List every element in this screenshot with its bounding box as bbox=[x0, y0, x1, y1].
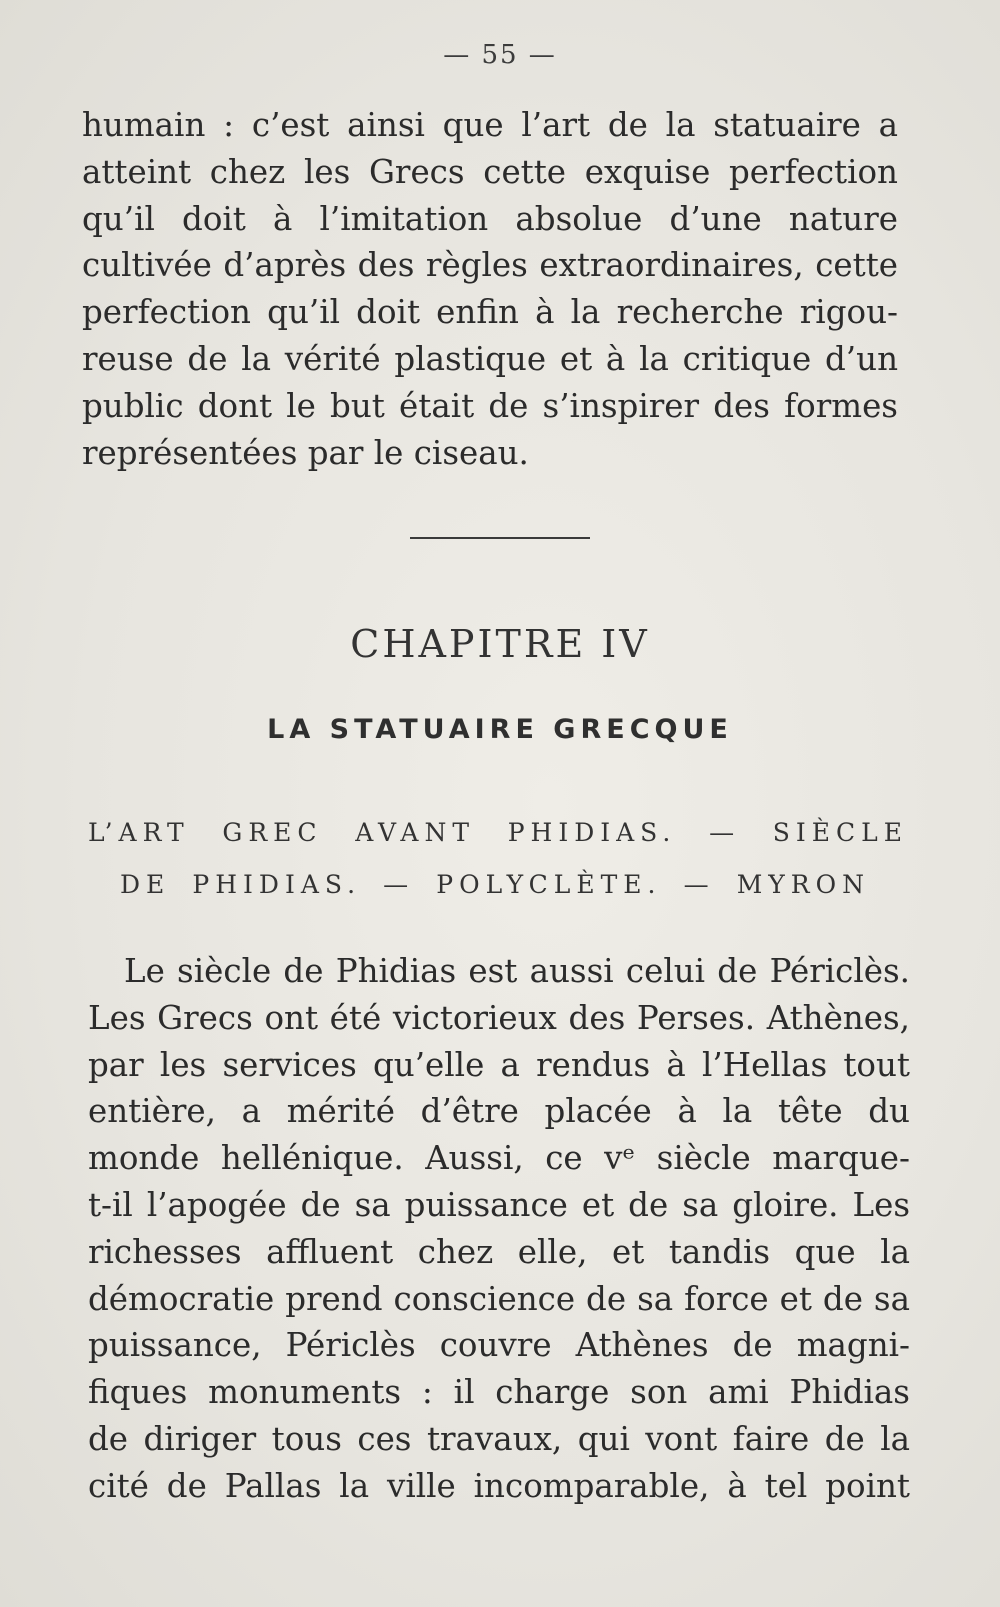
text-line: public dont le but était de s’inspirer des formes bbox=[82, 386, 898, 425]
text-line: Le siècle de Phidias est aussi celui de Périclès. bbox=[124, 952, 910, 990]
text-line: perfection qu’il doit enfin à la recherche rigou- bbox=[82, 293, 898, 332]
text-line: monde hellénique. Aussi, ce vᵉ siècle marque- bbox=[88, 1139, 910, 1178]
chapter-summary-line: DE PHIDIAS. — POLYCLÈTE. — MYRON bbox=[120, 870, 870, 899]
text-line: cité de Pallas la ville incomparable, à tel point bbox=[88, 1466, 910, 1505]
text-line: qu’il doit à l’imitation absolue d’une nature bbox=[82, 199, 898, 238]
text-line: fiques monuments : il charge son ami Phidias bbox=[88, 1373, 910, 1412]
chapter-title: LA STATUAIRE GRECQUE bbox=[267, 714, 733, 745]
text-line: reuse de la vérité plastique et à la critique d’un bbox=[82, 339, 898, 378]
page-number: — 55 — bbox=[443, 40, 557, 70]
text-line: puissance, Périclès couvre Athènes de magni- bbox=[88, 1326, 910, 1365]
paragraph-body bbox=[88, 948, 910, 1510]
text-line: t-il l’apogée de sa puissance et de sa gloire. Les bbox=[88, 1185, 910, 1224]
text-line: entière, a mérité d’être placée à la tête du bbox=[88, 1092, 910, 1131]
text-line: démocratie prend conscience de sa force et de sa bbox=[88, 1279, 910, 1318]
text-line: par les services qu’elle a rendus à l’Hellas tout bbox=[88, 1045, 910, 1084]
chapter-number: CHAPITRE IV bbox=[350, 622, 650, 666]
paragraph-intro bbox=[82, 102, 898, 476]
text-line: cultivée d’après des règles extraordinaires, cette bbox=[82, 246, 898, 285]
chapter-summary-line: L’ART GREC AVANT PHIDIAS. — SIÈCLE bbox=[88, 818, 908, 847]
text-line: atteint chez les Grecs cette exquise perfection bbox=[82, 152, 898, 191]
section-divider bbox=[410, 537, 590, 539]
text-line: richesses affluent chez elle, et tandis que la bbox=[88, 1232, 910, 1271]
text-line: de diriger tous ces travaux, qui vont faire de la bbox=[88, 1419, 910, 1458]
text-line: Les Grecs ont été victorieux des Perses. Athènes, bbox=[88, 998, 910, 1037]
text-line: humain : c’est ainsi que l’art de la statuaire a bbox=[82, 106, 898, 144]
text-line: représentées par le ciseau. bbox=[82, 433, 529, 472]
